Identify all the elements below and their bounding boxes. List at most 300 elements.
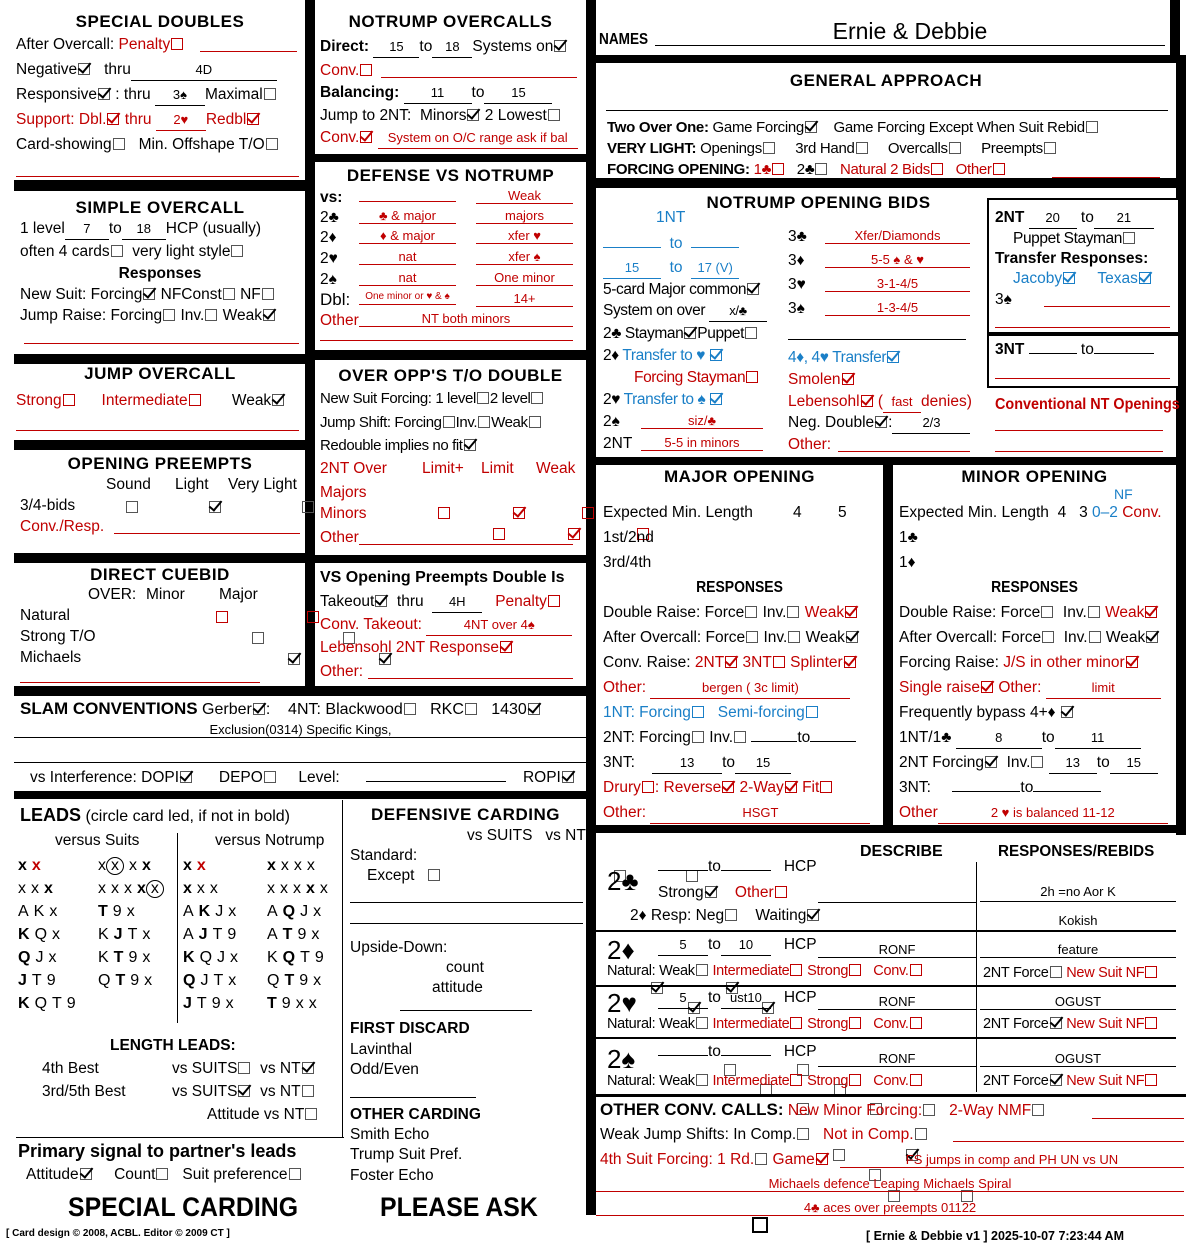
- label: to: [1080, 209, 1094, 226]
- divider: [586, 0, 596, 1215]
- label: 4NT: Blackwood: [288, 701, 403, 718]
- col-limit: Limit: [481, 460, 514, 477]
- label: to: [722, 754, 736, 771]
- openings-checkbox[interactable]: [763, 142, 775, 154]
- negative-thru-field[interactable]: 4D: [131, 60, 277, 81]
- penalty-checkbox[interactable]: [548, 595, 560, 607]
- overcalls-checkbox[interactable]: [949, 142, 961, 154]
- label: count: [446, 959, 484, 976]
- two-club-checkbox[interactable]: [815, 163, 827, 175]
- 2h-new-suit-nf-checkbox[interactable]: [1145, 1017, 1157, 1029]
- section-title-other-conv: OTHER CONV. CALLS:: [600, 1100, 784, 1119]
- col-5: 5: [838, 504, 847, 521]
- ropi-checkbox[interactable]: [562, 771, 574, 783]
- 2d-response-field[interactable]: feature: [980, 942, 1176, 958]
- wjs-in-comp-checkbox[interactable]: [797, 1128, 809, 1140]
- minor-ao-inv-checkbox[interactable]: [1089, 631, 1101, 643]
- label: 2♣: [796, 161, 815, 178]
- jump-intermediate-checkbox[interactable]: [189, 394, 201, 406]
- label: New Suit NF: [1066, 965, 1145, 981]
- js-inv-checkbox[interactable]: [478, 416, 490, 428]
- jump-raise-forcing-checkbox[interactable]: [163, 309, 175, 321]
- 3nt-from-field[interactable]: [1029, 340, 1077, 354]
- natural-2-bids-checkbox[interactable]: [931, 163, 943, 175]
- major-other-field[interactable]: bergen ( 3c limit): [650, 678, 850, 699]
- balancing-to-field[interactable]: 15: [484, 83, 552, 104]
- 1nt-alt-to-field[interactable]: [691, 234, 739, 248]
- direct-to-field[interactable]: 18: [432, 37, 472, 58]
- 2c-waiting-checkbox[interactable]: [807, 909, 819, 921]
- label: Waiting: [755, 907, 807, 924]
- michaels-minor-checkbox[interactable]: [288, 653, 300, 665]
- rkc-checkbox[interactable]: [465, 703, 477, 715]
- minors-limitplus-checkbox[interactable]: [493, 528, 505, 540]
- 1nt-alt-from-field[interactable]: [603, 234, 661, 248]
- two-lowest-checkbox[interactable]: [548, 109, 560, 121]
- stayman-checkbox[interactable]: [684, 327, 696, 339]
- blackwood-checkbox[interactable]: [404, 703, 416, 715]
- label: 1st/2nd: [603, 529, 654, 546]
- jump-strong-checkbox[interactable]: [63, 394, 75, 406]
- section-title-opening-preempts: OPENING PREEMPTS: [67, 454, 253, 473]
- 2h-bid-label: 2♥: [607, 988, 637, 1018]
- gerber-checkbox[interactable]: [253, 703, 265, 715]
- label: Semi-forcing: [717, 704, 805, 721]
- label: vs:: [320, 189, 343, 206]
- dvnt-field[interactable]: xfer ♠: [476, 249, 573, 265]
- jacoby-checkbox[interactable]: [1063, 272, 1075, 284]
- semi-forcing-checkbox[interactable]: [806, 706, 818, 718]
- 2way-drury-checkbox[interactable]: [785, 781, 797, 793]
- section-title-general-approach: GENERAL APPROACH: [789, 71, 983, 90]
- 2nt-to-field[interactable]: [810, 728, 856, 742]
- divider: [305, 0, 315, 692]
- dvnt-field[interactable]: ♦ & major: [359, 228, 456, 244]
- label: Gerber: [202, 701, 252, 718]
- support-dbl-checkbox[interactable]: [107, 113, 119, 125]
- col-very-light: Very Light: [228, 476, 297, 493]
- divider: [596, 55, 1186, 63]
- label: Single raise: [899, 679, 980, 696]
- 1nt-forcing-checkbox[interactable]: [692, 706, 704, 718]
- card-showing-checkbox[interactable]: [113, 138, 125, 150]
- minor-dr-force-checkbox[interactable]: [1041, 606, 1053, 618]
- label: Openings: [700, 140, 762, 157]
- major-dr-inv-checkbox[interactable]: [787, 606, 799, 618]
- 2c-response-field-1[interactable]: 2h =no Aor K: [980, 884, 1176, 902]
- label: 3♣: [788, 228, 807, 245]
- section-title-defense-vs-nt: DEFENSE VS NOTRUMP: [346, 166, 555, 185]
- label: Natural: Weak: [607, 1016, 695, 1032]
- fsf-1rd-checkbox[interactable]: [755, 1153, 767, 1165]
- 3rd5th-vs-nt-checkbox[interactable]: [302, 1085, 314, 1097]
- circled-card[interactable]: x: [146, 880, 164, 898]
- natural-major-checkbox[interactable]: [307, 611, 319, 623]
- subheading: Transfer Responses:: [995, 250, 1149, 267]
- 2nt-to-field[interactable]: 21: [1094, 208, 1154, 229]
- direct-from-field[interactable]: 15: [373, 37, 419, 58]
- conv-checked-checkbox[interactable]: [360, 131, 372, 143]
- major-ao-inv-checkbox[interactable]: [788, 631, 800, 643]
- label: J/S in other minor: [1003, 654, 1125, 671]
- one-club-checkbox[interactable]: [772, 163, 784, 175]
- minor-1nt-from-field[interactable]: 8: [956, 728, 1042, 749]
- minor-other-field[interactable]: limit: [1046, 678, 1161, 699]
- label: Redouble implies no fit: [320, 437, 463, 454]
- 2nt-from-field[interactable]: [751, 728, 797, 742]
- label: Intermediate: [101, 392, 188, 409]
- 2d-weak-checkbox[interactable]: [696, 964, 708, 976]
- 2d-describe-field[interactable]: RONF: [818, 942, 976, 958]
- 2h-weak-checkbox[interactable]: [696, 1017, 708, 1029]
- jump-raise-weak-checkbox[interactable]: [263, 309, 275, 321]
- minor-ao-weak-checkbox[interactable]: [1146, 631, 1158, 643]
- label: Min. Offshape T/O: [138, 136, 265, 153]
- light-checkbox[interactable]: [209, 501, 221, 513]
- bypass-checkbox[interactable]: [1061, 706, 1073, 718]
- 2d-to-field[interactable]: 10: [721, 935, 771, 956]
- very-light-checkbox[interactable]: [231, 245, 243, 257]
- minor-2nt-to-field[interactable]: 15: [1110, 753, 1158, 774]
- two-level-checkbox[interactable]: [531, 392, 543, 404]
- label: Forcing Raise:: [899, 654, 999, 671]
- systems-on-checkbox[interactable]: [554, 40, 566, 52]
- fsf-game-checkbox[interactable]: [816, 1153, 828, 1165]
- 2d-new-suit-nf-checkbox[interactable]: [1145, 966, 1157, 978]
- 2d-bid-label: 2♦: [607, 935, 635, 965]
- system-on-over-field[interactable]: x/♣: [709, 301, 767, 322]
- label: 3NT:: [603, 754, 635, 771]
- overcall-from-field[interactable]: 7: [65, 219, 109, 240]
- label: Strong: [807, 963, 849, 979]
- 2h-strong-checkbox[interactable]: [849, 1017, 861, 1029]
- 2c-to-field[interactable]: [721, 857, 771, 871]
- often-4-cards-checkbox[interactable]: [111, 245, 123, 257]
- minors-limit-checkbox[interactable]: [568, 528, 580, 540]
- js-forcing-checkbox[interactable]: [443, 416, 455, 428]
- label: vs Interference: DOPI: [30, 769, 180, 786]
- label: Maximal: [204, 86, 263, 103]
- dvnt-field[interactable]: One minor: [476, 270, 573, 286]
- 2c-neg-checkbox[interactable]: [725, 909, 737, 921]
- 2d-strong-checkbox[interactable]: [849, 964, 861, 976]
- overcall-to-field[interactable]: 18: [122, 219, 166, 240]
- responsive-thru-field[interactable]: 3♠: [155, 85, 205, 106]
- 2s-from-field[interactable]: [658, 1042, 708, 1056]
- 3d-response-field[interactable]: 5-5 ♠ & ♥: [825, 252, 970, 268]
- 2h-intermediate-checkbox[interactable]: [790, 1017, 802, 1029]
- other-checkbox[interactable]: [993, 163, 1005, 175]
- label: to: [669, 235, 683, 252]
- nf-checkbox[interactable]: [262, 288, 274, 300]
- label: DEPO: [218, 769, 263, 786]
- 2nt-forcing-checkbox[interactable]: [692, 731, 704, 743]
- js-other-minor-checkbox[interactable]: [1126, 656, 1138, 668]
- 4th-vs-nt-checkbox[interactable]: [302, 1062, 314, 1074]
- minor-3nt-to-field[interactable]: [1033, 778, 1101, 792]
- names-field[interactable]: Ernie & Debbie: [655, 17, 1165, 46]
- minor-2nt-inv-checkbox[interactable]: [1031, 756, 1043, 768]
- 3nt-to-field[interactable]: 15: [735, 753, 791, 774]
- minor-dr-inv-checkbox[interactable]: [1088, 606, 1100, 618]
- label: Overcalls: [887, 140, 948, 157]
- majors-limit-checkbox[interactable]: [513, 507, 525, 519]
- section-title-direct-cuebid: DIRECT CUEBID: [90, 565, 230, 584]
- special-carding-checkbox[interactable]: [752, 1217, 768, 1233]
- conv-checkbox[interactable]: [360, 64, 372, 76]
- responsive-checkbox[interactable]: [98, 88, 110, 100]
- neg-double-checkbox[interactable]: [875, 416, 887, 428]
- wjs-not-comp-checkbox[interactable]: [915, 1128, 927, 1140]
- 1430-checkbox[interactable]: [528, 703, 540, 715]
- 3nt-to-field[interactable]: [1094, 340, 1154, 354]
- conv-2nt-checkbox[interactable]: [725, 656, 737, 668]
- col-minor: Minor: [146, 586, 185, 603]
- minor-other2-field[interactable]: 2 ♥ is balanced 11-12: [938, 803, 1168, 824]
- fsf-field[interactable]: FS jumps in comp and PH UN vs UN: [840, 1152, 1184, 1168]
- sound-checkbox[interactable]: [126, 501, 138, 513]
- label: to: [1096, 754, 1110, 771]
- attitude-checkbox[interactable]: [80, 1168, 92, 1180]
- 2d-intermediate-checkbox[interactable]: [790, 964, 802, 976]
- dvnt-field[interactable]: majors: [476, 208, 573, 224]
- label: 1♣: [753, 161, 772, 178]
- 2d-from-field[interactable]: 5: [658, 935, 708, 956]
- support-thru-field[interactable]: 2♥: [156, 110, 206, 131]
- smolen-checkbox[interactable]: [842, 373, 854, 385]
- other-conv-line-3[interactable]: 4♣ aces over preempts 01122: [596, 1200, 1184, 1216]
- 2nt-puppet-checkbox[interactable]: [1123, 232, 1135, 244]
- 3c-response-field[interactable]: Xfer/Diamonds: [825, 228, 970, 244]
- col-major: Major: [219, 586, 258, 603]
- 2h-conv-checkbox[interactable]: [910, 1017, 922, 1029]
- label: Double Raise: Force: [603, 604, 745, 621]
- 2s-weak-checkbox[interactable]: [696, 1074, 708, 1086]
- 1nt-to-field[interactable]: 17 (V): [691, 258, 739, 279]
- 2d-conv-checkbox[interactable]: [910, 964, 922, 976]
- dvnt-field[interactable]: One minor or ♥ & ♠: [359, 291, 456, 305]
- dvnt-field[interactable]: 14+: [476, 291, 573, 307]
- major-dr-force-checkbox[interactable]: [745, 606, 757, 618]
- 2h-describe-field[interactable]: RONF: [818, 994, 976, 1010]
- 2h-to-field[interactable]: ust10: [721, 988, 771, 1009]
- 2s-2nt-force-checkbox[interactable]: [1050, 1074, 1062, 1086]
- 3rd5th-vs-suits-checkbox[interactable]: [238, 1085, 250, 1097]
- natural-minor-checkbox[interactable]: [216, 611, 228, 623]
- dvnt-field[interactable]: xfer ♥: [476, 228, 573, 244]
- takeout-checkbox[interactable]: [375, 595, 387, 607]
- 1nt-from-field[interactable]: 15: [603, 258, 661, 279]
- label: to: [708, 1043, 721, 1060]
- conv-3nt-checkbox[interactable]: [773, 656, 785, 668]
- conv-takeout-field[interactable]: 4NT over 4♠: [426, 615, 572, 636]
- majors-weak-checkbox[interactable]: [582, 507, 594, 519]
- circled-card[interactable]: x: [106, 857, 124, 875]
- suit-pref-checkbox[interactable]: [289, 1168, 301, 1180]
- lebensohl-field[interactable]: fast: [883, 392, 921, 413]
- major-ao-weak-checkbox[interactable]: [846, 631, 858, 643]
- level-field[interactable]: [366, 768, 506, 782]
- divider: [1170, 0, 1180, 55]
- vs-col2-field[interactable]: Weak: [476, 188, 573, 204]
- label: 4th Best: [42, 1060, 99, 1077]
- label: to: [108, 220, 122, 237]
- label: New Suit Forcing: 1 level: [320, 390, 476, 407]
- gf-except-checkbox[interactable]: [1086, 121, 1098, 133]
- negative-checkbox[interactable]: [78, 63, 90, 75]
- min-offshape-checkbox[interactable]: [266, 138, 278, 150]
- redbl-checkbox[interactable]: [247, 113, 259, 125]
- label: HCP: [783, 936, 817, 953]
- single-raise-checkbox[interactable]: [981, 681, 993, 693]
- four-level-transfer-checkbox[interactable]: [887, 351, 899, 363]
- label: 2NT: Forcing: [603, 729, 691, 746]
- attitude-vs-nt-checkbox[interactable]: [305, 1108, 317, 1120]
- nmf-checkbox[interactable]: [923, 1104, 935, 1116]
- reverse-drury-checkbox[interactable]: [722, 781, 734, 793]
- 2way-nmf-checkbox[interactable]: [1032, 1104, 1044, 1116]
- one-level-checkbox[interactable]: [477, 392, 489, 404]
- 2s-conv-checkbox[interactable]: [910, 1074, 922, 1086]
- new-suit-forcing-checkbox[interactable]: [143, 288, 155, 300]
- 3h-response-field[interactable]: 3-1-4/5: [825, 276, 970, 292]
- 2c-from-field[interactable]: [658, 857, 708, 871]
- minor-2nt-forcing-checkbox[interactable]: [985, 756, 997, 768]
- 2h-from-field[interactable]: 5: [658, 988, 708, 1009]
- jump-weak-checkbox[interactable]: [272, 394, 284, 406]
- dvnt-field[interactable]: ♣ & major: [359, 208, 456, 224]
- label: vs SUITS: [172, 1060, 238, 1077]
- 2d-2nt-force-checkbox[interactable]: [1050, 966, 1062, 978]
- dvnt-field[interactable]: nat: [359, 270, 456, 286]
- neg-double-field[interactable]: 2/3: [892, 413, 970, 434]
- label: to: [1041, 729, 1055, 746]
- label: 2NT Force: [983, 1073, 1049, 1089]
- col-vs-suits: versus Suits: [55, 832, 140, 849]
- splinter-checkbox[interactable]: [844, 656, 856, 668]
- label: Weak Jump Shifts: In Comp.: [600, 1126, 797, 1143]
- game-forcing-checkbox[interactable]: [805, 121, 817, 133]
- jump-raise-inv-checkbox[interactable]: [205, 309, 217, 321]
- label: 2 Lowest: [484, 107, 547, 124]
- label: (circle card led, if not in bold): [85, 808, 290, 825]
- puppet-checkbox[interactable]: [745, 327, 757, 339]
- lebensohl-checkbox[interactable]: [500, 641, 512, 653]
- label: Reverse: [663, 779, 722, 796]
- label: Minors: [419, 107, 467, 124]
- majors-limitplus-checkbox[interactable]: [438, 507, 450, 519]
- 2c-strong-checkbox[interactable]: [705, 886, 717, 898]
- 2s-new-suit-nf-checkbox[interactable]: [1145, 1074, 1157, 1086]
- major-other2-field[interactable]: HSGT: [650, 803, 870, 824]
- 2nt-inv-checkbox[interactable]: [734, 731, 746, 743]
- texas-checkbox[interactable]: [1139, 272, 1151, 284]
- forcing-stayman-checkbox[interactable]: [746, 371, 758, 383]
- 2s-describe-field[interactable]: RONF: [818, 1051, 976, 1067]
- 2s-to-field[interactable]: [721, 1042, 771, 1056]
- 2nt-from-field[interactable]: 20: [1029, 208, 1077, 229]
- label: New Suit NF: [1066, 1073, 1145, 1089]
- label: FORCING OPENING:: [607, 161, 750, 178]
- transfer-hearts-checkbox[interactable]: [710, 349, 722, 361]
- 2c-other-checkbox[interactable]: [775, 886, 787, 898]
- fit-drury-checkbox[interactable]: [820, 781, 832, 793]
- minor-1nt-to-field[interactable]: 11: [1055, 728, 1141, 749]
- drury-checkbox[interactable]: [642, 781, 654, 793]
- slam-notes-field[interactable]: Exclusion(0314) Specific Kings,: [14, 722, 587, 738]
- transfer-spades-checkbox[interactable]: [710, 393, 722, 405]
- label: Other:: [603, 679, 647, 696]
- very-light-checkbox[interactable]: [302, 501, 314, 513]
- label: Puppet: [697, 325, 745, 342]
- label: New Suit NF: [1066, 1016, 1145, 1032]
- 2c-response-field-2[interactable]: Kokish: [1058, 913, 1098, 928]
- 2s-intermediate-checkbox[interactable]: [790, 1074, 802, 1086]
- dopi-checkbox[interactable]: [180, 771, 192, 783]
- 2nt-response-field[interactable]: 5-5 in minors: [641, 435, 763, 451]
- dvnt-other-field[interactable]: NT both minors: [359, 311, 573, 327]
- label: Takeout: [320, 593, 375, 610]
- major-dr-weak-checkbox[interactable]: [845, 606, 857, 618]
- js-weak-checkbox[interactable]: [529, 416, 541, 428]
- label: very light style: [132, 243, 231, 260]
- dvnt-field[interactable]: nat: [359, 249, 456, 265]
- third-hand-checkbox[interactable]: [856, 142, 868, 154]
- lebensohl-checkbox[interactable]: [861, 395, 873, 407]
- nfconst-checkbox[interactable]: [223, 288, 235, 300]
- label: Inv.: [1006, 754, 1031, 771]
- minor-ao-force-checkbox[interactable]: [1042, 631, 1054, 643]
- balancing-from-field[interactable]: 11: [404, 83, 472, 104]
- redouble-checkbox[interactable]: [464, 439, 476, 451]
- preempts-checkbox[interactable]: [1044, 142, 1056, 154]
- takeout-thru-field[interactable]: 4H: [432, 592, 482, 613]
- 2s-response-field[interactable]: siz/♣: [641, 413, 763, 429]
- label: Weak: [222, 307, 262, 324]
- 2h-response-field[interactable]: OGUST: [980, 994, 1176, 1010]
- label: thru: [104, 61, 131, 78]
- other-conv-line-2[interactable]: Michaels defence Leaping Michaels Spiral: [596, 1176, 1184, 1192]
- 2h-2nt-force-checkbox[interactable]: [1050, 1017, 1062, 1029]
- 3s-response-field[interactable]: 1-3-4/5: [825, 300, 970, 316]
- 5-card-major-checkbox[interactable]: [747, 283, 759, 295]
- maximal-checkbox[interactable]: [264, 88, 276, 100]
- label: Other:: [998, 679, 1042, 696]
- label: 2♥: [603, 391, 621, 408]
- except-checkbox[interactable]: [428, 869, 440, 881]
- 2s-strong-checkbox[interactable]: [849, 1074, 861, 1086]
- label: Stayman: [624, 325, 684, 342]
- strong-to-minor-checkbox[interactable]: [252, 632, 264, 644]
- conv-field[interactable]: System on O/C range ask if bal: [378, 128, 578, 149]
- depo-checkbox[interactable]: [264, 771, 276, 783]
- label: Texas: [1097, 270, 1138, 287]
- label: Lebensohl: [788, 393, 860, 410]
- minors-checkbox[interactable]: [467, 109, 479, 121]
- minor-3nt-from-field[interactable]: [952, 778, 1020, 792]
- count-checkbox[interactable]: [156, 1168, 168, 1180]
- minor-2nt-from-field[interactable]: 13: [1049, 753, 1097, 774]
- 4th-vs-suits-checkbox[interactable]: [238, 1062, 250, 1074]
- major-ao-force-checkbox[interactable]: [746, 631, 758, 643]
- 3nt-from-field[interactable]: 13: [652, 753, 722, 774]
- label: Smolen: [788, 371, 841, 388]
- label: vs NT: [260, 1060, 301, 1077]
- penalty-checkbox[interactable]: [171, 38, 183, 50]
- label: Expected Min. Length: [603, 504, 753, 521]
- 2s-response-field[interactable]: OGUST: [980, 1051, 1176, 1067]
- minor-dr-weak-checkbox[interactable]: [1145, 606, 1157, 618]
